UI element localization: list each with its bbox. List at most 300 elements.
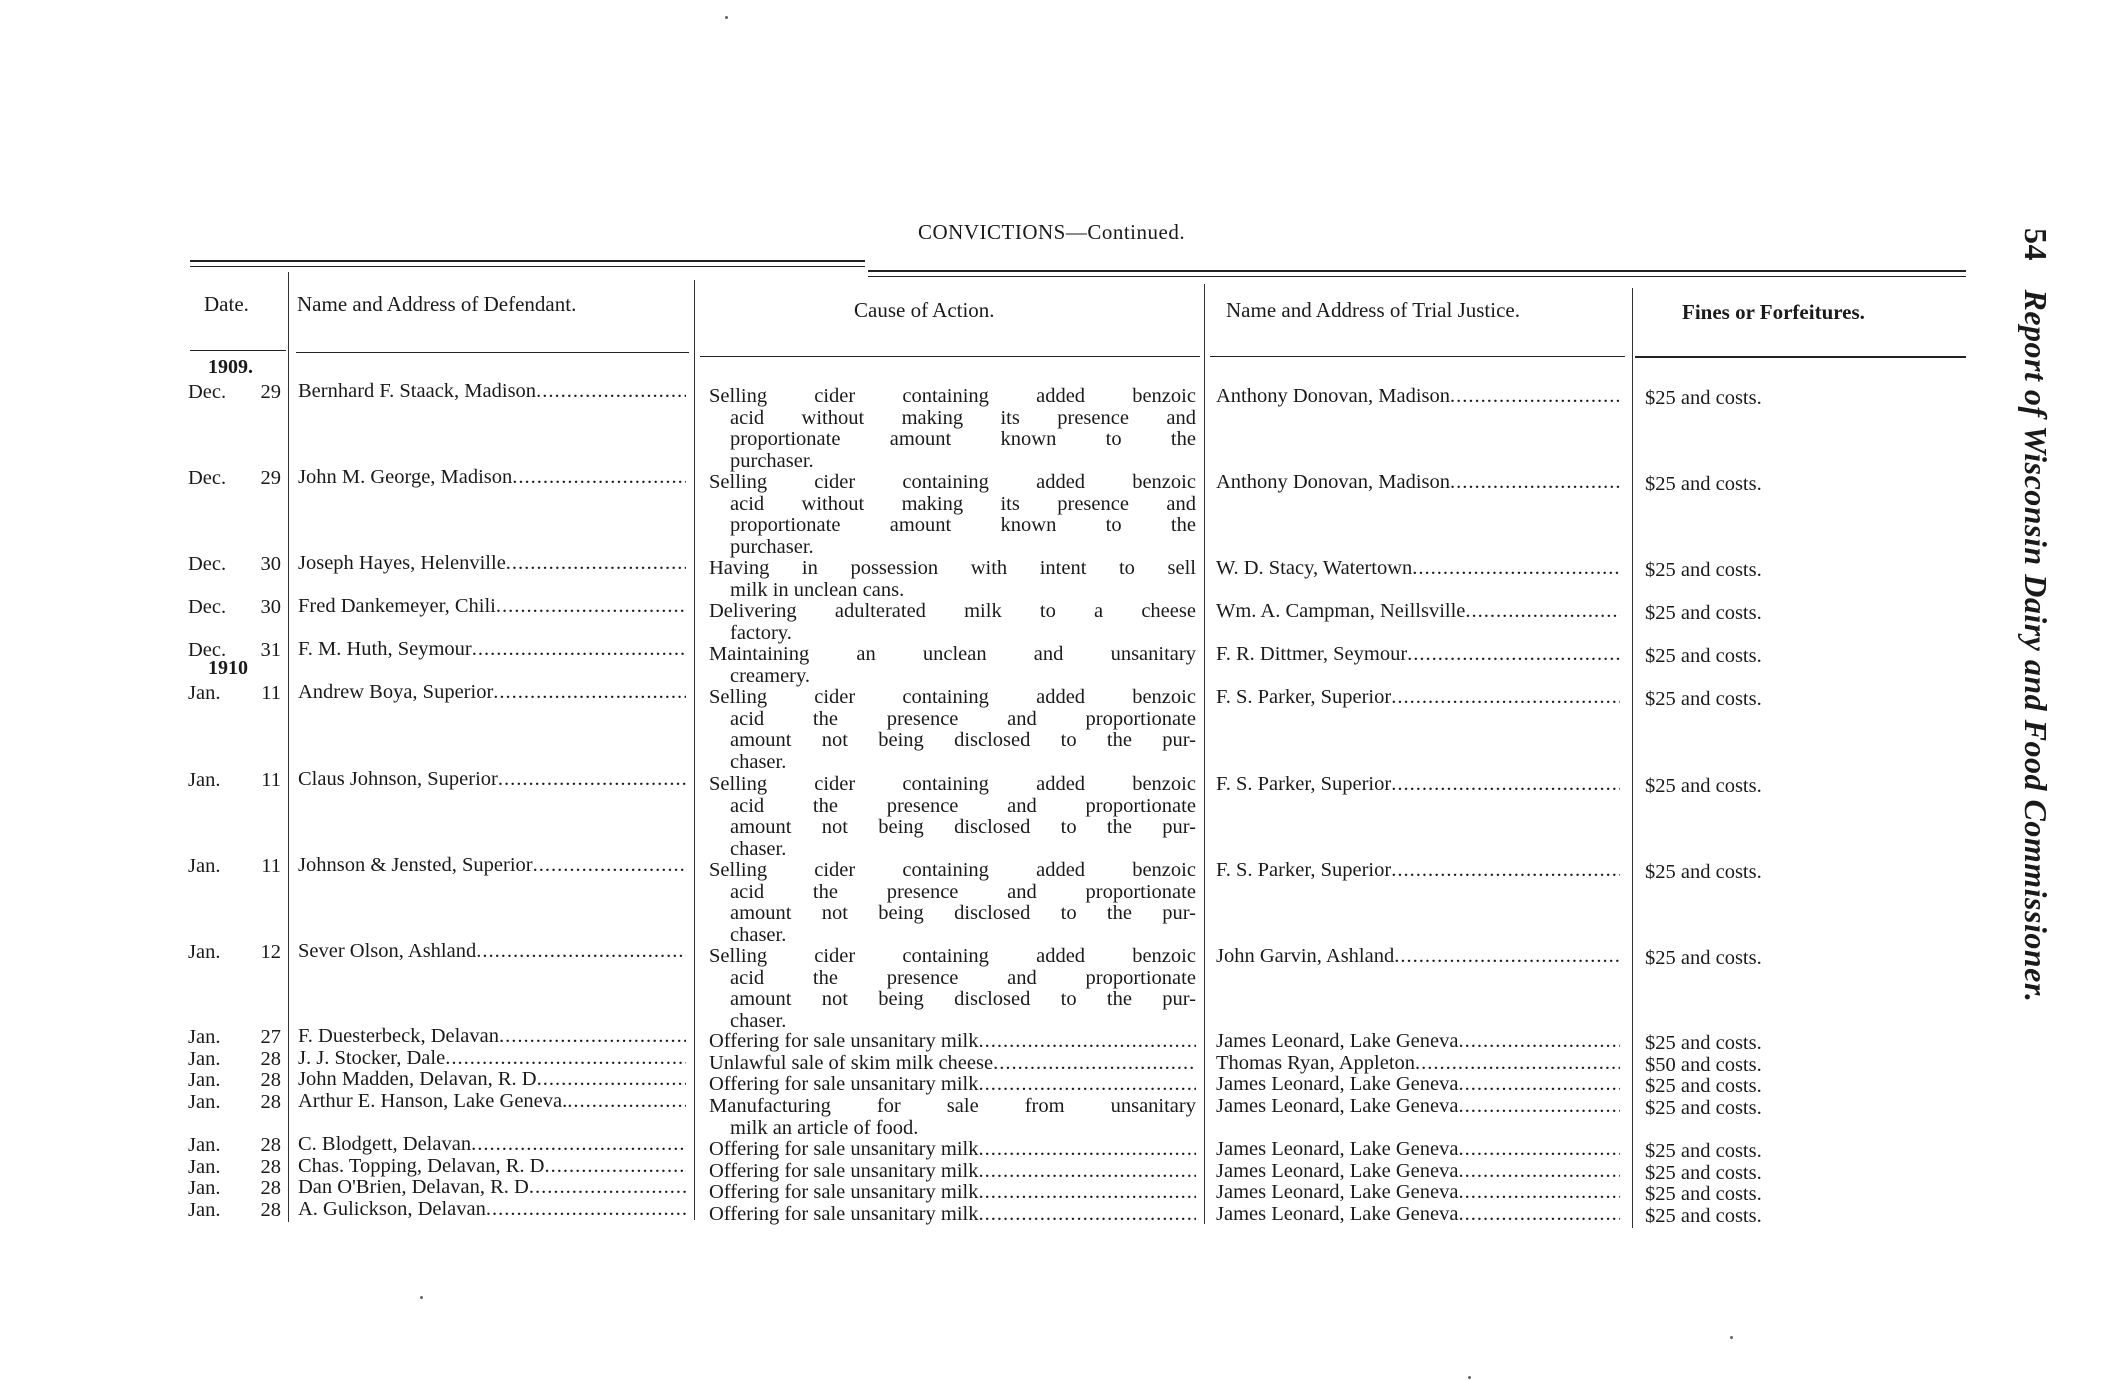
cause-word: proportionate xyxy=(730,428,841,451)
cause-word: cider xyxy=(814,773,856,795)
cause-line xyxy=(709,989,1196,1011)
cause-line xyxy=(709,472,1196,494)
justice-text: James Leonard, Lake Geneva xyxy=(1216,1139,1459,1160)
top-rule-right xyxy=(868,270,1966,272)
cause-word: and xyxy=(1007,966,1037,989)
cause-word: making xyxy=(901,406,964,429)
row-day: 31 xyxy=(260,639,281,661)
row-fine: $25 and costs. xyxy=(1645,1140,1762,1162)
cause-line xyxy=(709,903,1196,925)
leader-dots xyxy=(1450,386,1620,408)
leader-dots xyxy=(1458,1161,1620,1183)
row-defendant xyxy=(298,682,686,704)
cause-word: sale xyxy=(946,1095,979,1117)
leader-dots xyxy=(1450,472,1620,494)
cause-word: not xyxy=(821,988,848,1011)
cause-word: the xyxy=(812,707,838,730)
cause-word: not xyxy=(821,729,848,752)
row-fine: $25 and costs. xyxy=(1645,775,1762,797)
header-cause: Cause of Action. xyxy=(854,298,995,322)
defendant-text: John M. George, Madison xyxy=(298,467,513,488)
cause-word: to xyxy=(1060,729,1077,752)
cause-word: being xyxy=(878,988,924,1011)
row-month: Jan. xyxy=(188,1091,221,1113)
cause-word: adulterated xyxy=(834,600,926,622)
cause-word: sell xyxy=(1167,557,1196,579)
cause-word: unsanitary xyxy=(1110,643,1196,665)
row-day: 28 xyxy=(260,1177,281,1199)
defendant-text: C. Blodgett, Delavan xyxy=(298,1134,472,1155)
row-defendant xyxy=(298,855,686,877)
row-month: Jan. xyxy=(188,1177,221,1199)
row-defendant xyxy=(298,1026,686,1048)
cause-word: the xyxy=(1106,902,1132,925)
row-day: 27 xyxy=(260,1026,281,1048)
row-month: Jan. xyxy=(188,855,221,877)
justice-text: James Leonard, Lake Geneva xyxy=(1216,1161,1459,1182)
leader-dots xyxy=(445,1048,686,1070)
cause-word: Selling xyxy=(709,773,768,795)
row-cause xyxy=(709,1053,1196,1075)
row-defendant xyxy=(298,769,686,791)
top-rule-right-2 xyxy=(868,276,1966,277)
justice-text: John Garvin, Ashland xyxy=(1216,946,1395,967)
cause-word: making xyxy=(901,492,964,515)
defendant-text: Chas. Topping, Delavan, R. D xyxy=(298,1156,545,1177)
defendant-text: Bernhard F. Staack, Madison xyxy=(298,381,537,402)
cause-word: acid xyxy=(730,794,765,817)
leader-dots xyxy=(472,639,686,661)
cause-line: chaser. xyxy=(730,750,787,773)
cause-line: factory. xyxy=(730,621,792,644)
cause-word: proportionate xyxy=(1085,707,1196,730)
row-fine: $25 and costs. xyxy=(1645,387,1762,409)
cause-word: the xyxy=(812,880,838,903)
row-defendant xyxy=(298,1048,686,1070)
cause-word: proportionate xyxy=(730,514,841,537)
leader-dots xyxy=(537,1069,686,1091)
cause-word: benzoic xyxy=(1132,859,1196,881)
cause-word: without xyxy=(801,406,865,429)
row-defendant xyxy=(298,941,686,963)
row-cause xyxy=(709,1074,1196,1096)
cause-line xyxy=(709,386,1196,408)
cause-word: cider xyxy=(814,471,856,493)
cause-line xyxy=(709,946,1196,968)
cause-line xyxy=(709,968,1196,990)
cause-word: disclosed xyxy=(954,988,1031,1011)
leader-dots xyxy=(567,1091,686,1113)
cause-word: pur- xyxy=(1162,902,1196,925)
leader-dots xyxy=(512,467,686,489)
row-fine: $25 and costs. xyxy=(1645,947,1762,969)
cause-word: presence xyxy=(886,707,959,730)
cause-line xyxy=(709,494,1196,516)
defendant-text: F. Duesterbeck, Delavan xyxy=(298,1026,500,1047)
header-rule-justice xyxy=(1210,356,1625,357)
leader-dots xyxy=(1458,1182,1620,1204)
cause-word: cider xyxy=(814,945,856,967)
cause-line xyxy=(709,515,1196,537)
cause-word: known xyxy=(1000,514,1057,537)
cause-line xyxy=(709,774,1196,796)
cause-line xyxy=(709,730,1196,752)
cause-word: to xyxy=(1060,988,1077,1011)
leader-dots xyxy=(993,1053,1196,1075)
cause-line xyxy=(709,1161,1196,1183)
leader-dots xyxy=(506,553,686,575)
defendant-text: Sever Olson, Ashland xyxy=(298,941,477,962)
cause-word: pur- xyxy=(1162,988,1196,1011)
cause-word: unsanitary xyxy=(1110,1095,1196,1117)
row-trial-justice xyxy=(1216,1204,1620,1226)
leader-dots xyxy=(533,855,686,877)
cause-word: to xyxy=(1105,514,1122,537)
cause-word: Delivering xyxy=(709,600,797,622)
cause-word: for xyxy=(876,1095,901,1117)
justice-text: F. R. Dittmer, Seymour xyxy=(1216,644,1408,665)
row-trial-justice xyxy=(1216,386,1620,408)
cause-word: proportionate xyxy=(1085,966,1196,989)
leader-dots xyxy=(978,1139,1196,1161)
row-cause xyxy=(709,946,1196,1032)
row-month: Jan. xyxy=(188,941,221,963)
leader-dots xyxy=(498,769,686,791)
cause-word: and xyxy=(1007,707,1037,730)
column-divider-3 xyxy=(1204,284,1205,1224)
row-fine: $25 and costs. xyxy=(1645,1075,1762,1097)
justice-text: James Leonard, Lake Geneva xyxy=(1216,1074,1459,1095)
row-trial-justice xyxy=(1216,860,1620,882)
cause-word: known xyxy=(1000,428,1057,451)
leader-dots xyxy=(1391,687,1620,709)
row-fine: $25 and costs. xyxy=(1645,473,1762,495)
row-day: 28 xyxy=(260,1048,281,1070)
cause-word: amount xyxy=(889,514,952,537)
cause-word: acid xyxy=(730,966,765,989)
running-head xyxy=(2017,228,2054,1003)
cause-text: Offering for sale unsanitary milk xyxy=(709,1139,979,1160)
cause-word: disclosed xyxy=(954,902,1031,925)
cause-word: amount xyxy=(730,988,792,1011)
cause-word: the xyxy=(1170,428,1196,451)
cause-word: containing xyxy=(902,773,989,795)
leader-dots xyxy=(1458,1031,1620,1053)
header-fines: Fines or Forfeitures. xyxy=(1682,300,1865,324)
row-cause xyxy=(709,386,1196,472)
justice-text: Wm. A. Campman, Neillsville xyxy=(1216,601,1466,622)
row-month: Dec. xyxy=(188,553,227,575)
cause-line xyxy=(709,1096,1196,1118)
cause-word: Selling xyxy=(709,385,768,407)
cause-word: pur- xyxy=(1162,729,1196,752)
cause-word: not xyxy=(821,902,848,925)
row-cause xyxy=(709,558,1196,601)
leader-dots xyxy=(486,1199,686,1221)
row-month: Dec. xyxy=(188,639,227,661)
cause-word: milk xyxy=(964,600,1002,622)
cause-line xyxy=(709,687,1196,709)
cause-word: the xyxy=(1106,988,1132,1011)
row-trial-justice xyxy=(1216,644,1620,666)
cause-word: proportionate xyxy=(1085,880,1196,903)
leader-dots xyxy=(529,1177,686,1199)
defendant-text: J. J. Stocker, Dale xyxy=(298,1048,446,1069)
cause-word: benzoic xyxy=(1132,385,1196,407)
cause-word: proportionate xyxy=(1085,794,1196,817)
cause-line: milk an article of food. xyxy=(730,1116,919,1139)
justice-text: F. S. Parker, Superior xyxy=(1216,860,1392,881)
cause-text: Offering for sale unsanitary milk xyxy=(709,1182,979,1203)
column-divider-1 xyxy=(288,272,289,1222)
cause-word: added xyxy=(1036,945,1086,967)
row-trial-justice xyxy=(1216,946,1620,968)
defendant-text: Arthur E. Hanson, Lake Geneva. xyxy=(298,1091,568,1112)
row-day: 12 xyxy=(260,941,281,963)
row-fine: $25 and costs. xyxy=(1645,688,1762,710)
top-rule-left xyxy=(190,260,865,262)
justice-text: James Leonard, Lake Geneva xyxy=(1216,1096,1459,1117)
row-defendant xyxy=(298,381,686,403)
defendant-text: F. M. Huth, Seymour xyxy=(298,639,472,660)
row-trial-justice xyxy=(1216,558,1620,580)
cause-word: to xyxy=(1039,600,1056,622)
leader-dots xyxy=(978,1161,1196,1183)
cause-line: purchaser. xyxy=(730,449,814,472)
page-number: 54 xyxy=(2018,228,2054,261)
row-day: 28 xyxy=(260,1199,281,1221)
cause-line: milk in unclean cans. xyxy=(730,578,905,601)
leader-dots xyxy=(499,1026,686,1048)
justice-text: F. S. Parker, Superior xyxy=(1216,687,1392,708)
cause-word: and xyxy=(1007,880,1037,903)
row-month: Jan. xyxy=(188,769,221,791)
cause-word: containing xyxy=(902,686,989,708)
defendant-text: Joseph Hayes, Helenville xyxy=(298,553,506,574)
cause-line xyxy=(709,1204,1196,1226)
cause-word: presence xyxy=(886,880,959,903)
leader-dots xyxy=(471,1134,686,1156)
defendant-text: Claus Johnson, Superior xyxy=(298,769,498,790)
cause-word: containing xyxy=(902,859,989,881)
row-trial-justice xyxy=(1216,472,1620,494)
cause-text: Offering for sale unsanitary milk xyxy=(709,1161,979,1182)
row-defendant xyxy=(298,639,686,661)
leader-dots xyxy=(536,381,686,403)
cause-line xyxy=(709,558,1196,580)
cause-line xyxy=(709,860,1196,882)
scan-speck xyxy=(1730,1336,1733,1339)
header-rule-fines xyxy=(1635,356,1966,358)
justice-text: W. D. Stacy, Watertown xyxy=(1216,558,1413,579)
leader-dots xyxy=(1391,774,1620,796)
cause-line: purchaser. xyxy=(730,535,814,558)
cause-word: and xyxy=(1166,406,1196,429)
justice-text: Anthony Donovan, Madison xyxy=(1216,472,1451,493)
header-rule-cause xyxy=(700,356,1200,357)
row-trial-justice xyxy=(1216,687,1620,709)
cause-word: pur- xyxy=(1162,816,1196,839)
row-cause xyxy=(709,1161,1196,1183)
row-month: Jan. xyxy=(188,1156,221,1178)
cause-word: Maintaining xyxy=(709,643,810,665)
cause-word: added xyxy=(1036,773,1086,795)
cause-word: containing xyxy=(902,385,989,407)
row-fine: $25 and costs. xyxy=(1645,559,1762,581)
cause-word: being xyxy=(878,729,924,752)
cause-word: with xyxy=(970,557,1008,579)
cause-word: cider xyxy=(814,686,856,708)
row-trial-justice xyxy=(1216,1074,1620,1096)
row-day: 28 xyxy=(260,1069,281,1091)
leader-dots xyxy=(1407,644,1620,666)
cause-word: without xyxy=(801,492,865,515)
row-trial-justice xyxy=(1216,1053,1620,1075)
row-day: 28 xyxy=(260,1156,281,1178)
row-day: 11 xyxy=(261,682,281,704)
running-title: Report of Wisconsin Dairy and Food Commissioner. xyxy=(2018,289,2054,1003)
row-fine: $25 and costs. xyxy=(1645,1097,1762,1119)
defendant-text: Fred Dankemeyer, Chili xyxy=(298,596,496,617)
cause-word: added xyxy=(1036,859,1086,881)
row-cause xyxy=(709,1031,1196,1053)
cause-word: the xyxy=(1106,816,1132,839)
scan-speck xyxy=(420,1296,423,1299)
cause-word: presence xyxy=(886,794,959,817)
cause-line xyxy=(709,429,1196,451)
cause-word: its xyxy=(1000,492,1020,515)
leader-dots xyxy=(978,1204,1196,1226)
cause-word: unclean xyxy=(922,643,987,665)
cause-word: amount xyxy=(730,902,792,925)
row-fine: $25 and costs. xyxy=(1645,1032,1762,1054)
cause-text: Offering for sale unsanitary milk xyxy=(709,1031,979,1052)
row-cause xyxy=(709,1182,1196,1204)
leader-dots xyxy=(1458,1096,1620,1118)
cause-line xyxy=(709,709,1196,731)
cause-line: chaser. xyxy=(730,837,787,860)
leader-dots xyxy=(1458,1204,1620,1226)
cause-word: acid xyxy=(730,492,765,515)
justice-text: James Leonard, Lake Geneva xyxy=(1216,1182,1459,1203)
cause-word: to xyxy=(1060,816,1077,839)
justice-text: Thomas Ryan, Appleton xyxy=(1216,1053,1416,1074)
row-fine: $25 and costs. xyxy=(1645,861,1762,883)
cause-word: Selling xyxy=(709,686,768,708)
row-cause xyxy=(709,601,1196,644)
row-fine: $25 and costs. xyxy=(1645,1183,1762,1205)
cause-word: and xyxy=(1033,643,1064,665)
cause-word: acid xyxy=(730,707,765,730)
cause-word: added xyxy=(1036,385,1086,407)
row-trial-justice xyxy=(1216,1096,1620,1118)
defendant-text: John Madden, Delavan, R. D xyxy=(298,1069,537,1090)
cause-line xyxy=(709,817,1196,839)
cause-word: benzoic xyxy=(1132,471,1196,493)
cause-line xyxy=(709,1053,1196,1075)
cause-word: in xyxy=(801,557,818,579)
cause-text: Unlawful sale of skim milk cheese xyxy=(709,1053,994,1074)
cause-line xyxy=(709,601,1196,623)
header-justice: Name and Address of Trial Justice. xyxy=(1226,298,1520,322)
cause-word: amount xyxy=(889,428,952,451)
defendant-text: Andrew Boya, Superior xyxy=(298,682,494,703)
row-defendant xyxy=(298,467,686,489)
cause-text: Offering for sale unsanitary milk xyxy=(709,1204,979,1225)
row-cause xyxy=(709,687,1196,773)
defendant-text: Johnson & Jensted, Superior xyxy=(298,855,533,876)
cause-word: cider xyxy=(814,859,856,881)
cause-word: amount xyxy=(730,729,792,752)
cause-word: being xyxy=(878,902,924,925)
row-defendant xyxy=(298,1199,686,1221)
cause-word: its xyxy=(1000,406,1020,429)
row-day: 29 xyxy=(260,467,281,489)
row-defendant xyxy=(298,553,686,575)
cause-text: Offering for sale unsanitary milk xyxy=(709,1074,979,1095)
row-month: Jan. xyxy=(188,1026,221,1048)
leader-dots xyxy=(1394,946,1620,968)
cause-word: benzoic xyxy=(1132,945,1196,967)
column-divider-2 xyxy=(694,280,695,1220)
row-cause xyxy=(709,1139,1196,1161)
row-month: Jan. xyxy=(188,1048,221,1070)
cause-word: not xyxy=(821,816,848,839)
column-divider-4 xyxy=(1632,288,1633,1228)
justice-text: F. S. Parker, Superior xyxy=(1216,774,1392,795)
row-fine: $50 and costs. xyxy=(1645,1054,1762,1076)
cause-word: Manufacturing xyxy=(709,1095,831,1117)
row-day: 28 xyxy=(260,1134,281,1156)
row-trial-justice xyxy=(1216,1161,1620,1183)
leader-dots xyxy=(1465,601,1620,623)
header-defendant: Name and Address of Defendant. xyxy=(297,292,577,316)
cause-word: a xyxy=(1094,600,1104,622)
cause-word: cider xyxy=(814,385,856,407)
cause-line xyxy=(709,408,1196,430)
cause-word: disclosed xyxy=(954,816,1031,839)
cause-word: Selling xyxy=(709,471,768,493)
row-trial-justice xyxy=(1216,774,1620,796)
cause-word: containing xyxy=(902,945,989,967)
cause-word: Having xyxy=(709,557,770,579)
cause-word: the xyxy=(812,966,838,989)
justice-text: Anthony Donovan, Madison xyxy=(1216,386,1451,407)
leader-dots xyxy=(496,596,686,618)
header-rule-date xyxy=(190,350,286,351)
cause-word: acid xyxy=(730,406,765,429)
cause-word: the xyxy=(812,794,838,817)
cause-line xyxy=(709,1182,1196,1204)
row-cause xyxy=(709,860,1196,946)
cause-word: and xyxy=(1166,492,1196,515)
cause-word: disclosed xyxy=(954,729,1031,752)
row-day: 29 xyxy=(260,381,281,403)
defendant-text: Dan O'Brien, Delavan, R. D xyxy=(298,1177,529,1198)
scan-speck xyxy=(725,16,728,19)
leader-dots xyxy=(978,1031,1196,1053)
row-cause xyxy=(709,774,1196,860)
defendant-text: A. Gulickson, Delavan xyxy=(298,1199,486,1220)
row-month: Dec. xyxy=(188,596,227,618)
row-cause xyxy=(709,472,1196,558)
row-fine: $25 and costs. xyxy=(1645,1162,1762,1184)
cause-line xyxy=(709,882,1196,904)
row-defendant xyxy=(298,1177,686,1199)
cause-line xyxy=(709,1074,1196,1096)
year-label-1910: 1910 xyxy=(208,657,248,679)
scan-speck xyxy=(1468,1376,1471,1379)
